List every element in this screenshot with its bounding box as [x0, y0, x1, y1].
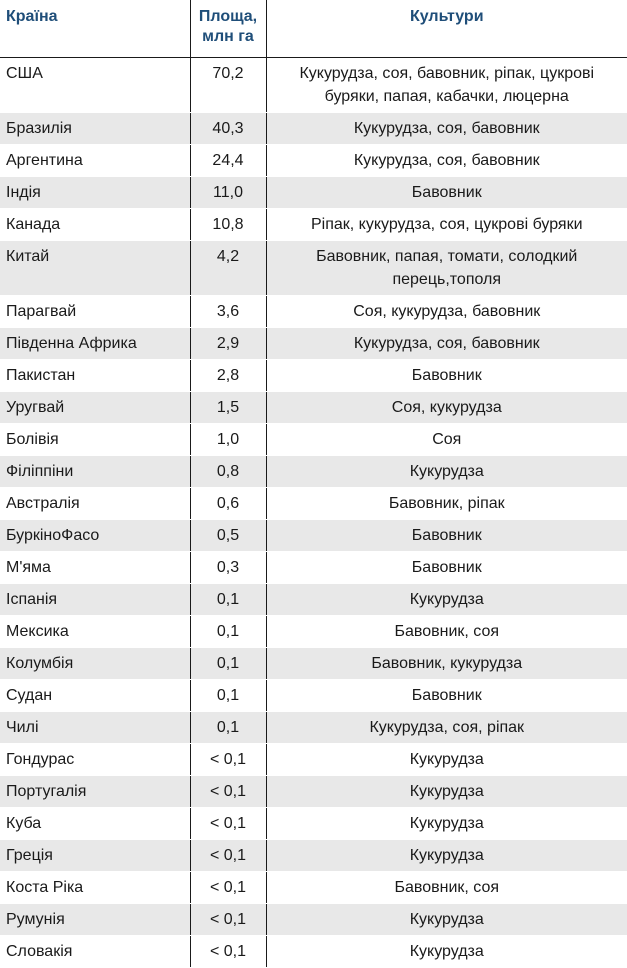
area-cell: 0,8 — [190, 456, 266, 488]
header-crops: Культури — [266, 0, 627, 58]
country-cell: Філіппіни — [0, 456, 190, 488]
table-row — [0, 552, 627, 584]
table-header-row — [0, 0, 627, 58]
area-cell: 70,2 — [190, 58, 266, 113]
country-cell: Канада — [0, 209, 190, 241]
area-cell: < 0,1 — [190, 872, 266, 904]
table-row — [0, 744, 627, 776]
table-row — [0, 776, 627, 808]
crops-cell: Кукурудза — [266, 456, 627, 488]
country-cell: Іспанія — [0, 584, 190, 616]
table-row — [0, 392, 627, 424]
country-cell: БуркіноФасо — [0, 520, 190, 552]
header-area-line1: Площа, — [198, 8, 258, 25]
crops-cell: Кукурудза, соя, ріпак — [266, 712, 627, 744]
country-cell: Чилі — [0, 712, 190, 744]
area-cell: < 0,1 — [190, 776, 266, 808]
country-cell: Південна Африка — [0, 328, 190, 360]
area-cell: 0,5 — [190, 520, 266, 552]
crops-cell: Соя, кукурудза, бавовник — [266, 296, 627, 328]
country-cell: Мексика — [0, 616, 190, 648]
table-row — [0, 648, 627, 680]
table-row — [0, 584, 627, 616]
crops-cell: Ріпак, кукурудза, соя, цукрові буряки — [266, 209, 627, 241]
crops-cell: Кукурудза, соя, бавовник — [266, 145, 627, 177]
country-cell: Коста Ріка — [0, 872, 190, 904]
area-cell: < 0,1 — [190, 808, 266, 840]
crops-cell: Кукурудза, соя, бавовник — [266, 113, 627, 145]
table-row — [0, 616, 627, 648]
crops-cell: Соя, кукурудза — [266, 392, 627, 424]
table-row — [0, 209, 627, 241]
country-cell: Гондурас — [0, 744, 190, 776]
crops-cell: Бавовник, соя — [266, 616, 627, 648]
table-row — [0, 177, 627, 209]
area-cell: 10,8 — [190, 209, 266, 241]
table-row — [0, 296, 627, 328]
area-cell: 0,1 — [190, 712, 266, 744]
area-cell: 4,2 — [190, 241, 266, 296]
table-row — [0, 488, 627, 520]
table-row — [0, 113, 627, 145]
crops-cell: Кукурудза, соя, бавовник, ріпак, цукрові буряки, папая, кабачки, люцерна — [266, 58, 627, 113]
crops-cell: Бавовник, ріпак — [266, 488, 627, 520]
table-body — [0, 58, 627, 968]
country-cell: Греція — [0, 840, 190, 872]
crops-cell: Бавовник — [266, 520, 627, 552]
table-row — [0, 872, 627, 904]
crops-cell: Бавовник — [266, 177, 627, 209]
table-row — [0, 328, 627, 360]
area-cell: 11,0 — [190, 177, 266, 209]
table-row — [0, 712, 627, 744]
crops-cell: Бавовник — [266, 680, 627, 712]
table-row — [0, 808, 627, 840]
area-cell: 1,0 — [190, 424, 266, 456]
area-cell: 2,9 — [190, 328, 266, 360]
country-cell: Парагвай — [0, 296, 190, 328]
area-cell: < 0,1 — [190, 744, 266, 776]
area-cell: < 0,1 — [190, 840, 266, 872]
country-cell: США — [0, 58, 190, 113]
country-cell: Словакія — [0, 936, 190, 968]
country-cell: Індія — [0, 177, 190, 209]
table-row — [0, 520, 627, 552]
country-cell: Колумбія — [0, 648, 190, 680]
table-row — [0, 456, 627, 488]
area-cell: 0,3 — [190, 552, 266, 584]
country-cell: Португалія — [0, 776, 190, 808]
area-cell: 0,1 — [190, 584, 266, 616]
area-cell: 0,6 — [190, 488, 266, 520]
area-cell: < 0,1 — [190, 904, 266, 936]
country-cell: Уругвай — [0, 392, 190, 424]
crops-cell: Кукурудза — [266, 776, 627, 808]
area-cell: 0,1 — [190, 616, 266, 648]
crops-cell: Кукурудза — [266, 744, 627, 776]
country-cell: М'яма — [0, 552, 190, 584]
crops-cell: Кукурудза — [266, 584, 627, 616]
country-cell: Австралія — [0, 488, 190, 520]
table-row — [0, 241, 627, 296]
table-row — [0, 936, 627, 968]
crops-cell: Соя — [266, 424, 627, 456]
area-cell: 0,1 — [190, 680, 266, 712]
crops-cell: Кукурудза, соя, бавовник — [266, 328, 627, 360]
header-area — [190, 0, 266, 58]
crops-cell: Бавовник, соя — [266, 872, 627, 904]
area-cell: < 0,1 — [190, 936, 266, 968]
crops-cell: Кукурудза — [266, 840, 627, 872]
crops-cell: Бавовник — [266, 360, 627, 392]
country-cell: Болівія — [0, 424, 190, 456]
table-row — [0, 58, 627, 113]
crops-cell: Кукурудза — [266, 936, 627, 968]
crops-cell: Кукурудза — [266, 904, 627, 936]
table-row — [0, 904, 627, 936]
country-cell: Китай — [0, 241, 190, 296]
header-country: Країна — [0, 0, 190, 58]
crops-cell: Кукурудза — [266, 808, 627, 840]
header-area-line2: млн га — [202, 28, 254, 45]
crops-cell: Бавовник, папая, томати, солодкий перець,тополя — [266, 241, 627, 296]
table-row — [0, 680, 627, 712]
country-cell: Куба — [0, 808, 190, 840]
table-row — [0, 424, 627, 456]
area-cell: 3,6 — [190, 296, 266, 328]
crops-cell: Бавовник — [266, 552, 627, 584]
crops-cell: Бавовник, кукурудза — [266, 648, 627, 680]
area-cell: 2,8 — [190, 360, 266, 392]
area-cell: 0,1 — [190, 648, 266, 680]
country-cell: Судан — [0, 680, 190, 712]
country-cell: Румунія — [0, 904, 190, 936]
area-cell: 1,5 — [190, 392, 266, 424]
country-cell: Аргентина — [0, 145, 190, 177]
table-row — [0, 145, 627, 177]
table-row — [0, 360, 627, 392]
area-cell: 40,3 — [190, 113, 266, 145]
country-cell: Бразилія — [0, 113, 190, 145]
table-row — [0, 840, 627, 872]
country-cell: Пакистан — [0, 360, 190, 392]
area-cell: 24,4 — [190, 145, 266, 177]
